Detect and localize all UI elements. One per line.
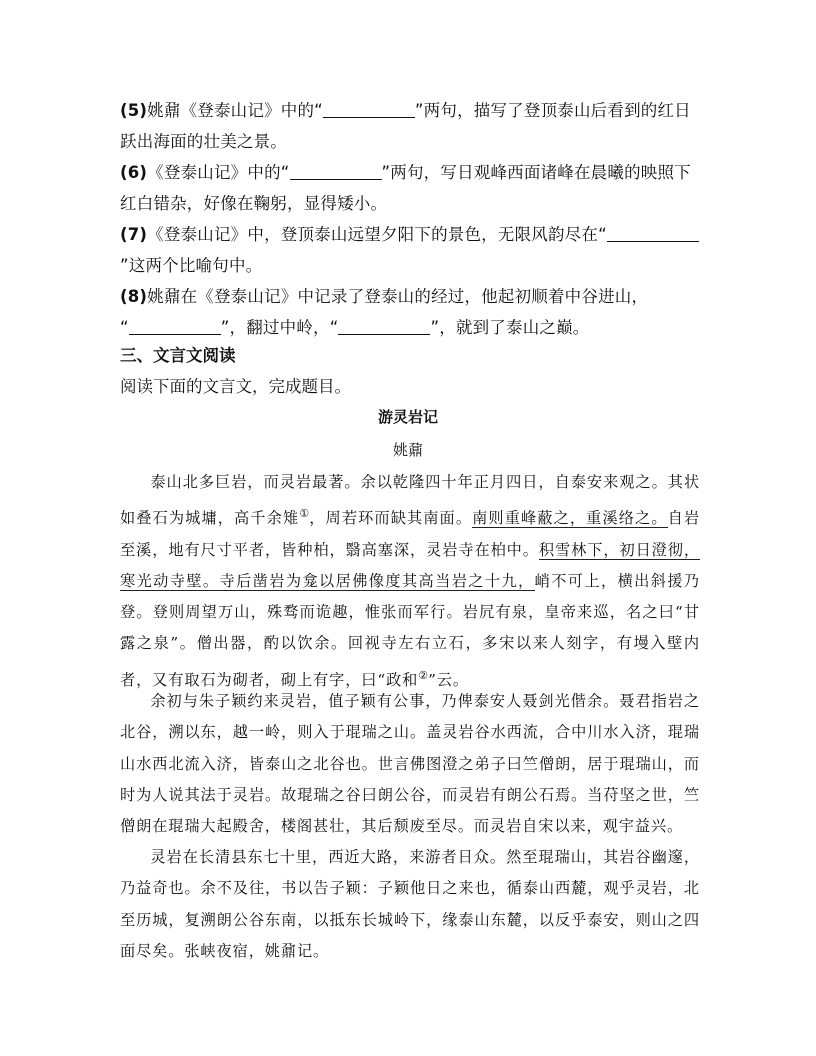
question-text: ”这两个比喻句中。 [120,256,263,275]
answer-blank[interactable] [290,161,382,180]
footnote-marker: ② [418,668,429,682]
question-text: “ [120,318,129,337]
question-number: (6) [120,163,148,182]
underlined-sentence: 积雪林下，初日澄彻，寒光动寺壁。 [120,540,700,590]
question-6 [120,157,700,219]
passage-text: 自岩至溪，地有尺寸平者，皆种柏，翳高塞深，灵岩寺在柏中。 [120,509,700,559]
answer-blank[interactable] [323,99,415,118]
instruction-text: 阅读下面的文言文，完成题目。 [120,377,351,396]
passage-author: 姚鼐 [392,441,423,459]
underlined-sentence: 寺后凿岩为龛以居佛像度其高当岩之十九， [219,571,535,590]
question-8 [120,281,700,343]
passage-text: 峭不可上，横出斜援乃登。登则周望万山，殊骛而诡趣，惟张而军行。岩凥有泉，皇帝来巡，名之曰“甘露之泉”。僧出器，酌以饮余。回视寺左右立石，多宋以来人刻字，有墁入壁内者，又有取石为砌者，砌上有字，曰“政和 [120,571,700,689]
section-heading: 三、文言文阅读 [120,346,236,365]
answer-blank[interactable] [129,316,221,335]
question-text: ”两句，描写了登顶泰山后看到的红日跃出海面的壮美之景。 [120,101,691,151]
passage-paragraph-1 [120,467,700,696]
underlined-sentence: 南则重峰蔽之，重溪络之。 [472,509,668,528]
passage-paragraph-3: 灵岩在长清县东七十里，西近大路，来游者日众。然至琨瑞山，其岩谷幽邃，乃益奇也。余不及往，书以告子颖：子颖他日之来也，循泰山西麓，观乎灵岩，北至历城，复溯朗公谷东南，以抵东长城岭下，缘泰山东麓，以反乎泰安，则山之四面尽矣。张峡夜宿，姚鼐记。 [120,848,700,960]
question-text: 《登泰山记》中，登顶泰山远望夕阳下的景色，无限风韵尽在“ [147,225,607,244]
question-number: (7) [120,225,148,244]
answer-blank[interactable] [607,223,699,242]
question-text: ”两句，写日观峰西面诸峰在晨曦的映照下红白错杂，好像在鞠躬，显得矮小。 [120,163,691,213]
question-number: (5) [120,101,148,120]
question-5 [120,95,700,157]
question-text: 姚鼐《登泰山记》中的“ [147,101,323,120]
passage-text: 泰山北多巨岩，而灵岩最著。余以乾隆四十年正月四日，自泰安来观之。其状如叠石为城墉，高千余雉 [120,473,700,528]
question-text: ”，就到了泰山之巅。 [430,318,590,337]
question-text: ”，翻过中岭，“ [220,318,339,337]
passage-text: ，周若环而缺其南面。 [309,509,473,528]
footnote-marker: ① [299,507,310,521]
passage-paragraph-2: 余初与朱子颖约来灵岩，值子颖有公事，乃俾泰安人聂剑光偕余。聂君指岩之北谷，溯以东，越一岭，则入于琨瑞之山。盖灵岩谷水西流，合中川水入济，琨瑞山水西北流入济，皆泰山之北谷也。世言佛图澄之弟子曰竺僧朗，居于琨瑞山，而时为人说其法于灵岩。故琨瑞之谷曰朗公谷，而灵岩有朗公石焉。当苻坚之世，竺僧朗在琨瑞大起殿舍，楼阁甚壮，其后颓废至尽。而灵岩自宋以来，观宇益兴。 [120,692,700,836]
question-text: 姚鼐在《登泰山记》中记录了登泰山的经过，他起初顺着中谷进山， [147,287,649,306]
passage-text: ”云。 [428,670,469,689]
passage-title: 游灵岩记 [377,408,438,426]
question-7 [120,219,700,281]
question-number: (8) [120,287,148,306]
question-text: 《登泰山记》中的“ [147,163,290,182]
answer-blank[interactable] [338,316,430,335]
